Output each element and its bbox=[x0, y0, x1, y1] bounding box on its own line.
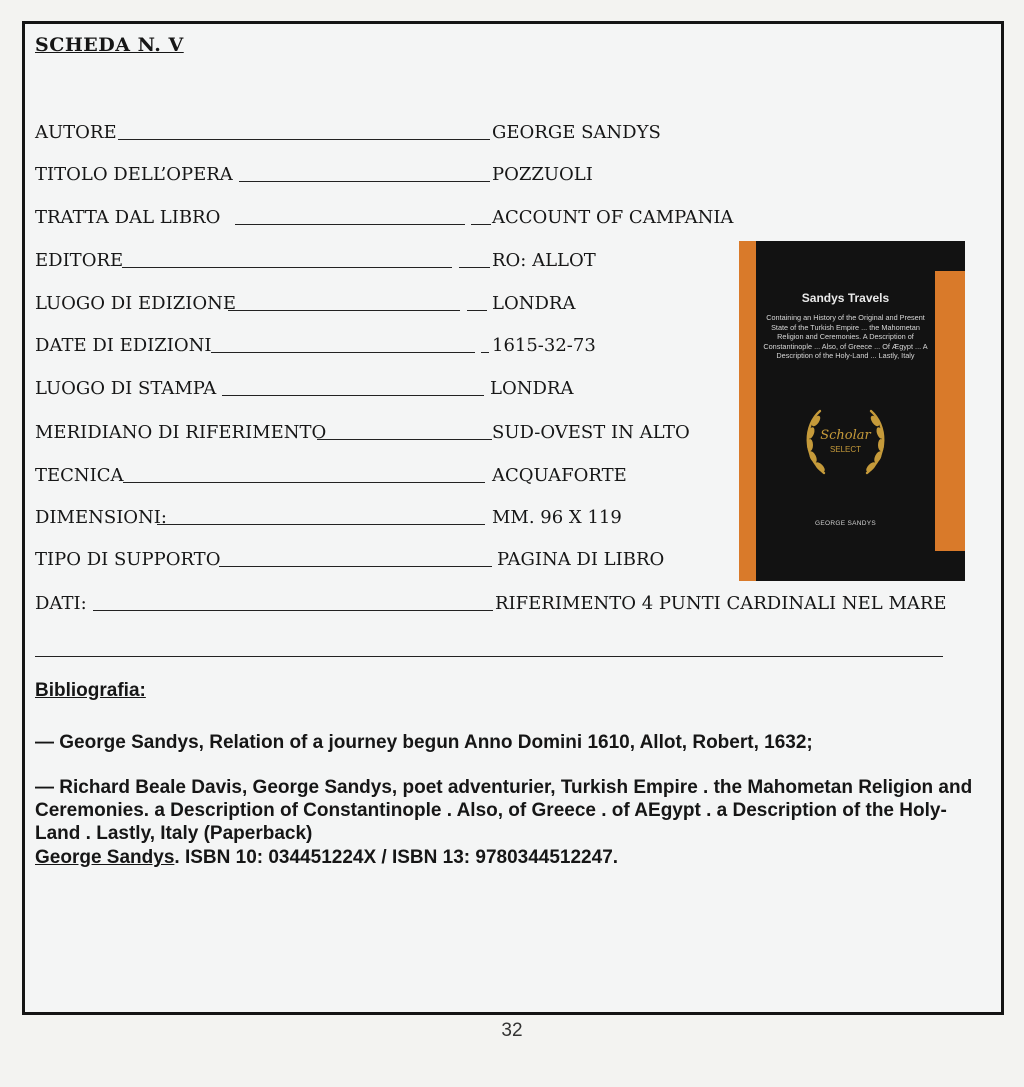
field-value: LONDRA bbox=[492, 293, 576, 314]
field-value: POZZUOLI bbox=[492, 164, 593, 185]
section-divider bbox=[35, 656, 943, 657]
bibliography-entry: — Richard Beale Davis, George Sandys, poet adventurier, Turkish Empire . the Mahometan Religion and Ceremonies. a Description of Constantinople . Also, of Greece . of AEgypt . a Description of the Holy-Land . Lastly, Italy (Paperback) bbox=[35, 777, 973, 844]
field-label: LUOGO DI STAMPA bbox=[35, 378, 217, 399]
field-label: TRATTA DAL LIBRO bbox=[35, 207, 221, 228]
fill-line bbox=[211, 352, 475, 353]
cover-corner bbox=[935, 241, 965, 271]
book-cover-title: Sandys Travels bbox=[801, 291, 890, 305]
bibliography-entry: — George Sandys, Relation of a journey begun Anno Domini 1610, Allot, Robert, 1632; bbox=[35, 732, 813, 753]
field-label: LUOGO DI EDIZIONE bbox=[35, 293, 236, 314]
field-value: LONDRA bbox=[490, 378, 574, 399]
field-value: RIFERIMENTO 4 PUNTI CARDINALI NEL MARE bbox=[495, 593, 947, 614]
bibliography-heading: Bibliografia: bbox=[35, 680, 146, 701]
scholar-select-seal bbox=[756, 399, 935, 494]
field-label: MERIDIANO DI RIFERIMENTO bbox=[35, 422, 327, 443]
fill-line bbox=[459, 267, 490, 268]
field-label: TITOLO DELL’OPERA bbox=[35, 164, 233, 185]
field-label: DIMENSIONI: bbox=[35, 507, 167, 528]
fill-line bbox=[317, 439, 492, 440]
field-label: TECNICA bbox=[35, 465, 124, 486]
book-cover-subtitle: Containing an History of the Original and Present State of the Turkish Empire ... the Mahometan Religion and Ceremonies. A Description of Constantinople ... Also, of Greece ... Of Ægypt ... A Description of the Holy-Land ... Lastly, Italy bbox=[763, 313, 928, 360]
isbn-text: . ISBN 10: 034451224X / ISBN 13: 9780344512247. bbox=[174, 847, 619, 868]
fill-line bbox=[122, 267, 452, 268]
fill-line bbox=[481, 352, 489, 353]
fill-line bbox=[222, 395, 484, 396]
fill-line bbox=[471, 224, 491, 225]
book-cover-image bbox=[739, 241, 965, 581]
field-label: EDITORE bbox=[35, 250, 124, 271]
fill-line bbox=[228, 310, 460, 311]
page-number: 32 bbox=[501, 1020, 523, 1041]
field-value: 1615-32-73 bbox=[492, 335, 596, 356]
laurel-wreath-icon bbox=[756, 399, 935, 489]
field-value: MM. 96 X 119 bbox=[492, 507, 622, 528]
field-value: ACCOUNT OF CAMPANIA bbox=[492, 207, 734, 228]
field-value: RO: ALLOT bbox=[492, 250, 596, 271]
book-cover-front bbox=[756, 241, 935, 581]
seal-line2: SELECT bbox=[829, 445, 862, 454]
record-sheet bbox=[22, 21, 1004, 1015]
field-label: DATE DI EDIZIONI bbox=[35, 335, 212, 356]
fill-line bbox=[219, 566, 492, 567]
field-value: PAGINA DI LIBRO bbox=[497, 549, 665, 570]
fill-line bbox=[93, 610, 493, 611]
field-value: SUD-OVEST IN ALTO bbox=[492, 422, 690, 443]
fill-line bbox=[467, 310, 487, 311]
field-label: DATI: bbox=[35, 593, 87, 614]
author-link[interactable]: George Sandys bbox=[35, 847, 175, 868]
cover-corner bbox=[935, 551, 965, 581]
book-cover-author: GEORGE SANDYS bbox=[815, 520, 876, 527]
bibliography-entry-isbn bbox=[35, 846, 985, 869]
field-label: AUTORE bbox=[35, 122, 117, 143]
seal-line1: Scholar bbox=[820, 428, 871, 443]
fill-line bbox=[239, 181, 490, 182]
fill-line bbox=[157, 524, 485, 525]
fill-line bbox=[235, 224, 465, 225]
sheet-title: SCHEDA N. V bbox=[35, 34, 184, 56]
field-label: TIPO DI SUPPORTO bbox=[35, 549, 221, 570]
field-value: ACQUAFORTE bbox=[492, 465, 627, 486]
field-value: GEORGE SANDYS bbox=[492, 122, 661, 143]
fill-line bbox=[118, 139, 490, 140]
fill-line bbox=[123, 482, 485, 483]
